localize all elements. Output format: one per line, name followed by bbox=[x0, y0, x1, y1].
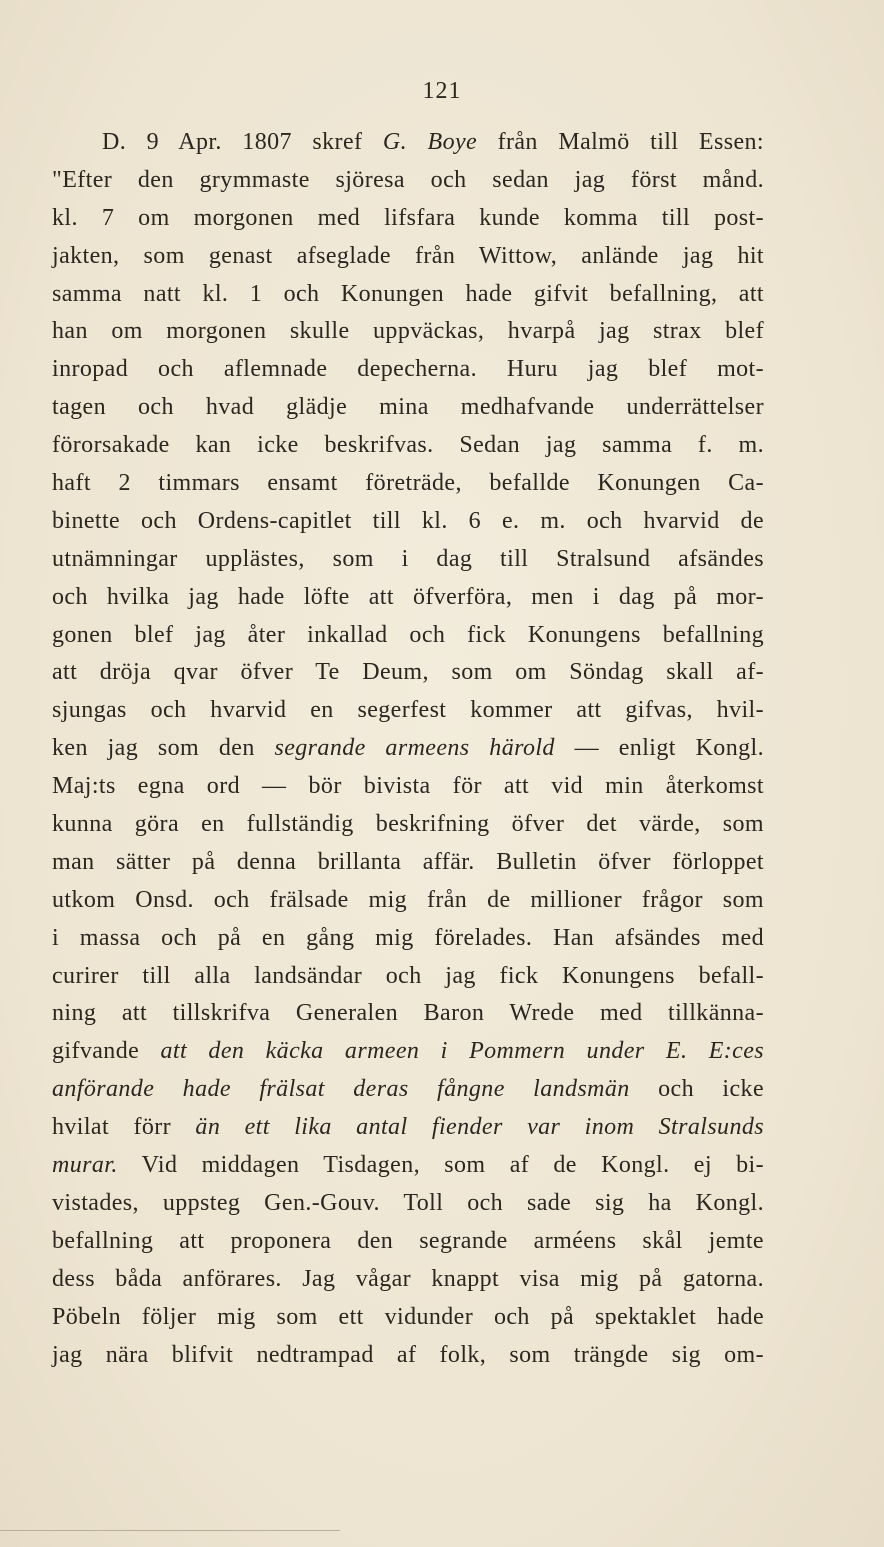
text-line bbox=[52, 503, 764, 541]
text-line bbox=[52, 1337, 764, 1375]
text-segment: tagen och hvad glädje mina medhafvande underrättelser bbox=[52, 394, 764, 421]
text-line bbox=[52, 806, 764, 844]
text-line bbox=[52, 617, 764, 655]
text-line bbox=[52, 1071, 764, 1109]
text-line bbox=[52, 730, 764, 768]
text-line bbox=[52, 882, 764, 920]
text-line bbox=[52, 351, 764, 389]
text-segment: dess båda anförares. Jag vågar knappt visa mig på gatorna. bbox=[52, 1265, 764, 1292]
text-segment: Vid middagen Tisdagen, som af de Kongl. ej bi- bbox=[117, 1152, 764, 1179]
text-line bbox=[52, 1109, 764, 1147]
text-line bbox=[52, 541, 764, 579]
text-segment: kl. 7 om morgonen med lifsfara kunde komma till post- bbox=[52, 204, 764, 231]
text-segment: från Malmö till Essen: bbox=[477, 129, 764, 155]
text-line bbox=[52, 920, 764, 958]
text-segment: ken jag som den bbox=[52, 735, 275, 762]
italic-text: segrande armeens härold bbox=[274, 735, 555, 762]
text-segment: kunna göra en fullständig beskrifning öfver det värde, som bbox=[52, 811, 764, 838]
body-text bbox=[52, 124, 764, 1374]
text-segment: och icke bbox=[629, 1076, 764, 1103]
text-line bbox=[52, 1299, 764, 1337]
text-segment: — enligt Kongl. bbox=[554, 735, 764, 762]
text-line bbox=[52, 238, 764, 276]
italic-text: än ett lika antal fiender var inom Stralsunds bbox=[195, 1114, 765, 1141]
italic-text: anförande hade frälsat deras fångne landsmän bbox=[52, 1076, 630, 1103]
text-line bbox=[52, 844, 764, 882]
text-segment: i massa och på en gång mig förelades. Han afsändes med bbox=[52, 924, 764, 951]
text-line bbox=[52, 579, 764, 617]
text-segment: utkom Onsd. och frälsade mig från de millioner frågor som bbox=[52, 886, 764, 913]
text-line bbox=[52, 654, 764, 692]
text-segment: man sätter på denna brillanta affär. Bulletin öfver förloppet bbox=[52, 848, 764, 875]
text-segment: sjungas och hvarvid en segerfest kommer att gifvas, hvil- bbox=[52, 697, 764, 724]
text-line bbox=[52, 1261, 764, 1299]
text-segment: gonen blef jag åter inkallad och fick Konungens befallning bbox=[52, 621, 764, 648]
text-segment: och hvilka jag hade löfte att öfverföra, men i dag på mor- bbox=[52, 583, 764, 610]
text-segment: "Efter den grymmaste sjöresa och sedan jag först månd. bbox=[52, 166, 764, 193]
text-segment: utnämningar upplästes, som i dag till Stralsund afsändes bbox=[52, 545, 764, 572]
text-segment: Pöbeln följer mig som ett vidunder och på spektaklet hade bbox=[52, 1303, 764, 1330]
text-line bbox=[52, 995, 764, 1033]
text-line bbox=[52, 1147, 764, 1185]
text-segment: gifvande bbox=[52, 1038, 161, 1065]
text-segment: förorsakade kan icke beskrifvas. Sedan jag samma f. m. bbox=[52, 432, 764, 459]
text-segment: D. 9 Apr. 1807 skref bbox=[102, 129, 383, 155]
text-segment: att dröja qvar öfver Te Deum, som om Söndag skall af- bbox=[52, 659, 764, 686]
page-number: 121 bbox=[422, 78, 462, 104]
text-segment: jag nära blifvit nedtrampad af folk, som trängde sig om- bbox=[52, 1341, 764, 1368]
text-segment: inropad och aflemnade depecherna. Huru jag blef mot- bbox=[52, 356, 764, 383]
text-line bbox=[52, 162, 764, 200]
text-segment: befallning att proponera den segrande arméens skål jemte bbox=[52, 1227, 764, 1254]
italic-text: murar. bbox=[52, 1152, 118, 1179]
text-line bbox=[52, 427, 764, 465]
text-line bbox=[52, 958, 764, 996]
text-line bbox=[52, 1033, 764, 1071]
text-segment: haft 2 timmars ensamt företräde, befallde Konungen Ca- bbox=[52, 470, 764, 497]
text-line bbox=[52, 389, 764, 427]
text-line bbox=[52, 465, 764, 503]
text-line bbox=[52, 692, 764, 730]
text-segment: jakten, som genast afseglade från Wittow, anlände jag hit bbox=[52, 242, 764, 269]
text-segment: hvilat förr bbox=[52, 1114, 196, 1141]
text-line bbox=[52, 1223, 764, 1261]
text-line bbox=[52, 1185, 764, 1223]
text-segment: han om morgonen skulle uppväckas, hvarpå jag strax blef bbox=[52, 318, 764, 345]
bottom-rule bbox=[0, 1530, 340, 1531]
text-line bbox=[52, 276, 764, 314]
text-segment: samma natt kl. 1 och Konungen hade gifvit befallning, att bbox=[52, 280, 764, 307]
italic-text: G. Boye bbox=[382, 129, 478, 155]
text-line bbox=[52, 124, 764, 162]
italic-text: att den käcka armeen i Pommern under E. E:ces bbox=[160, 1038, 764, 1065]
text-segment: binette och Ordens-capitlet till kl. 6 e. m. och hvarvid de bbox=[52, 507, 764, 534]
text-segment: curirer till alla landsändar och jag fick Konungens befall- bbox=[52, 962, 764, 989]
text-line bbox=[52, 200, 764, 238]
text-segment: vistades, uppsteg Gen.-Gouv. Toll och sade sig ha Kongl. bbox=[52, 1189, 764, 1216]
text-line bbox=[52, 768, 764, 806]
text-segment: Maj:ts egna ord — bör bivista för att vid min återkomst bbox=[52, 773, 764, 800]
text-segment: ning att tillskrifva Generalen Baron Wrede med tillkänna- bbox=[52, 1000, 764, 1027]
text-line bbox=[52, 313, 764, 351]
